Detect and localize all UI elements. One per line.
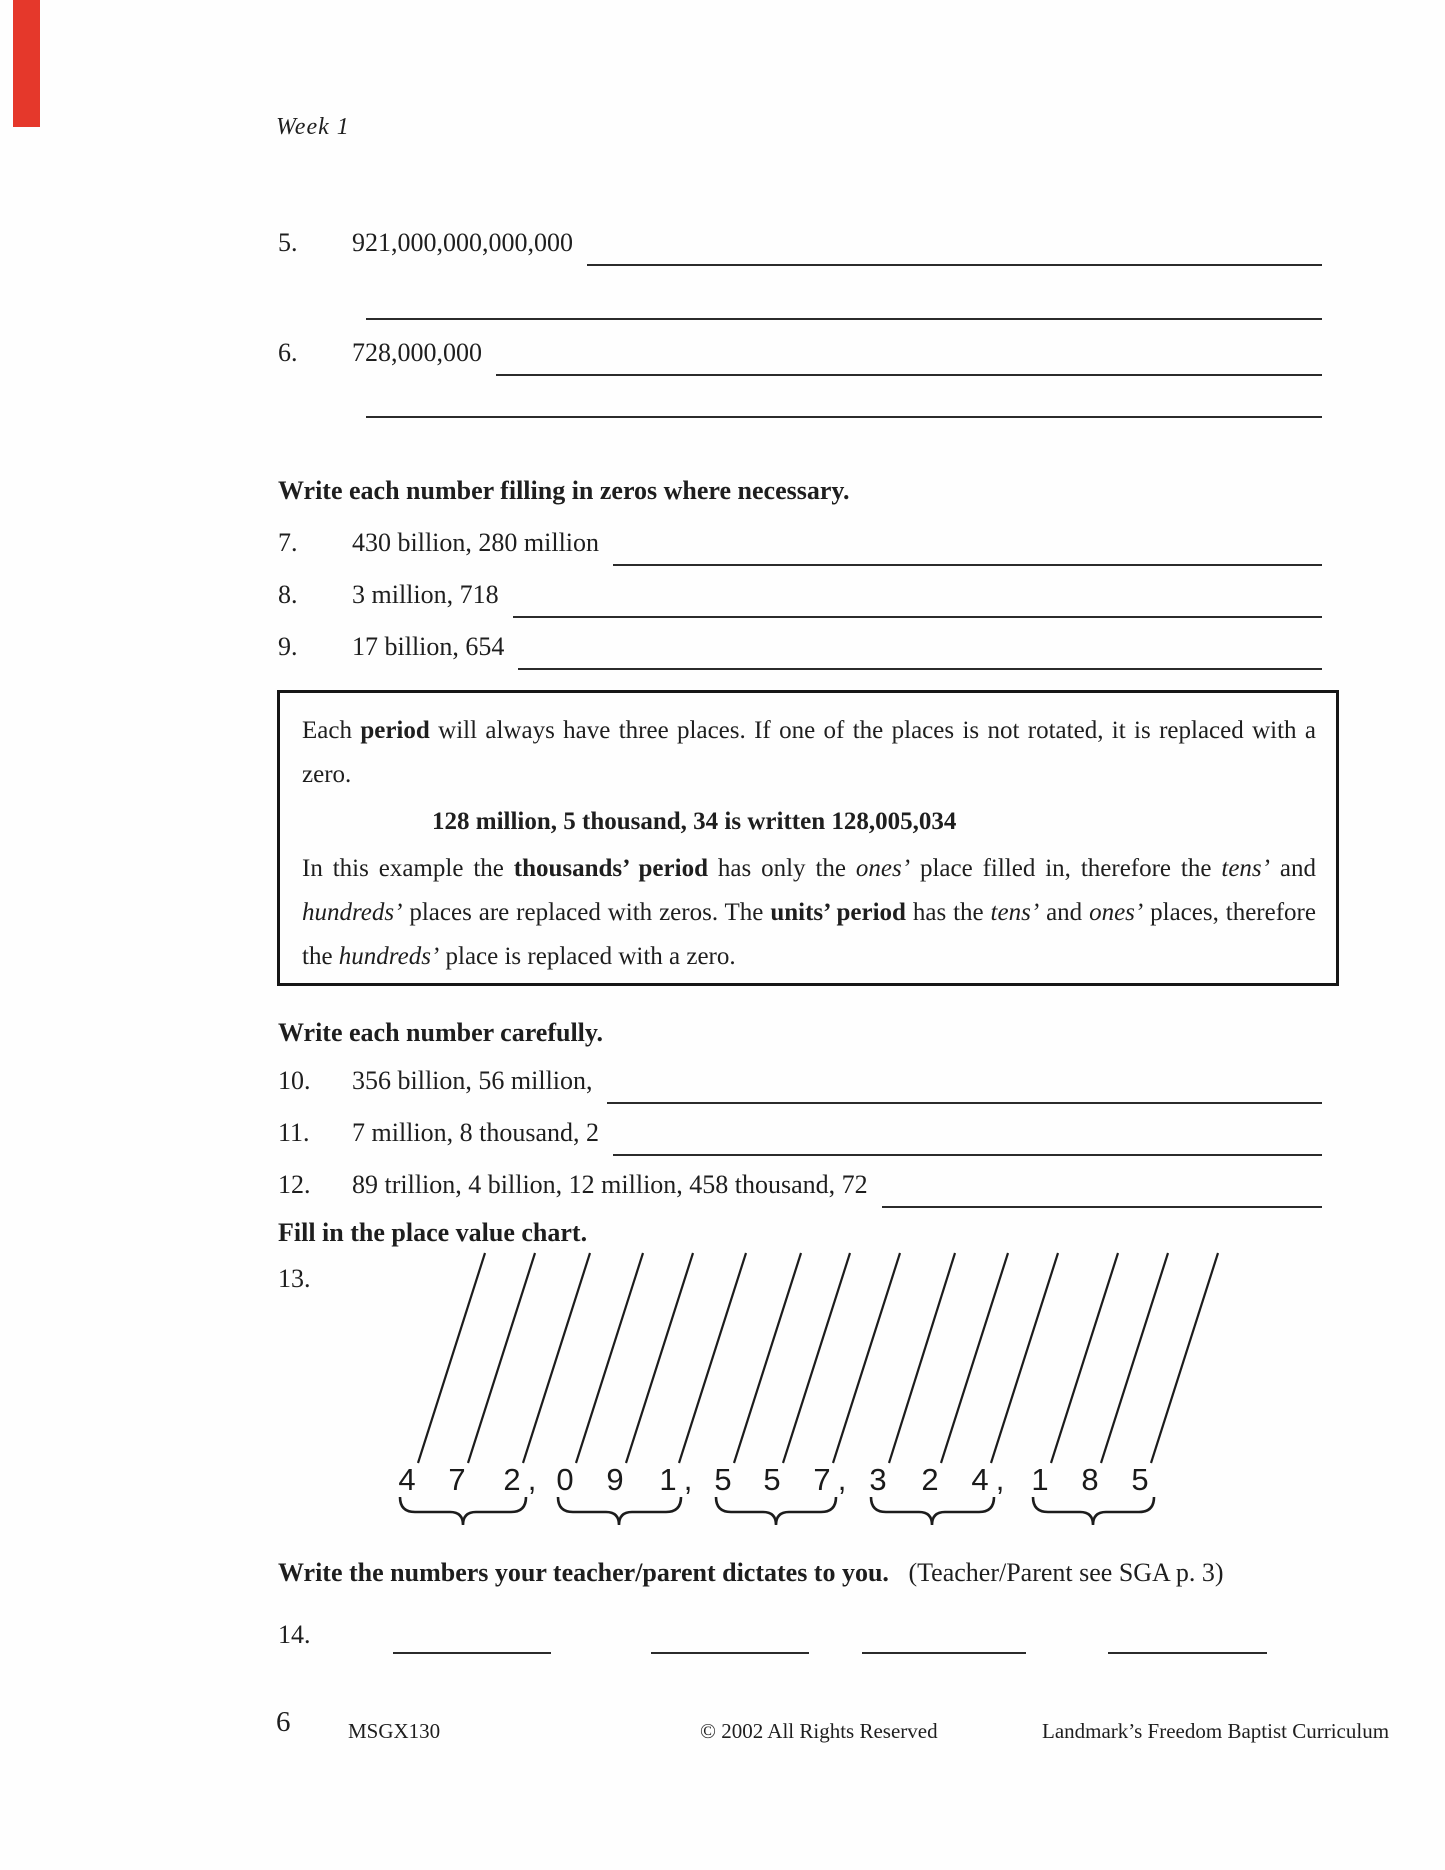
question-row-5 bbox=[278, 228, 1322, 270]
chart-comma: , bbox=[837, 1462, 847, 1497]
text-run: In this example the bbox=[302, 855, 514, 882]
question-row-6 bbox=[278, 338, 1322, 380]
answer-line bbox=[613, 528, 1322, 566]
question-text: 356 billion, 56 million, bbox=[352, 1066, 593, 1095]
text-run-bold: period bbox=[360, 717, 430, 744]
chart-digit: 5 bbox=[763, 1462, 781, 1497]
question-text: 89 trillion, 4 billion, 12 million, 458 thousand, 72 bbox=[352, 1170, 868, 1199]
answer-line bbox=[366, 416, 1322, 418]
text-run: places, therefore the bbox=[302, 899, 1316, 970]
question-row-7 bbox=[278, 528, 1322, 570]
footer-code: MSGX130 bbox=[348, 1719, 441, 1743]
answer-line bbox=[587, 228, 1322, 266]
text-run-bold: thousands’ period bbox=[513, 855, 708, 882]
red-edge-mark bbox=[13, 0, 40, 127]
question-row-8 bbox=[278, 580, 1322, 622]
text-run: and bbox=[1269, 855, 1316, 882]
chart-digit: 7 bbox=[448, 1462, 466, 1497]
chart-digit: 1 bbox=[1031, 1462, 1049, 1497]
question-row-12 bbox=[278, 1170, 1322, 1212]
chart-digit: 7 bbox=[813, 1462, 831, 1497]
text-run-italic: ones’ bbox=[855, 855, 911, 882]
footer-copyright: © 2002 All Rights Reserved bbox=[700, 1719, 938, 1743]
answer-line bbox=[513, 580, 1322, 618]
text-run-italic: tens’ bbox=[990, 899, 1040, 926]
text-run: Each bbox=[302, 717, 361, 744]
text-run-italic: hundreds’ bbox=[338, 943, 440, 970]
section-heading-place-value-chart: Fill in the place value chart. bbox=[278, 1218, 588, 1247]
dictation-note-text: (Teacher/Parent see SGA p. 3) bbox=[908, 1558, 1224, 1587]
answer-line bbox=[366, 318, 1322, 320]
footer-publisher: Landmark’s Freedom Baptist Curriculum bbox=[1042, 1719, 1390, 1743]
chart-digit: 5 bbox=[714, 1462, 732, 1497]
chart-comma: , bbox=[527, 1462, 537, 1497]
question-text: 430 billion, 280 million bbox=[352, 528, 600, 557]
chart-comma: , bbox=[683, 1462, 693, 1497]
chart-diagonal-lines bbox=[418, 1253, 1218, 1463]
question-number: 6. bbox=[278, 338, 298, 367]
explanation-paragraph-1 bbox=[302, 709, 1316, 797]
question-value: 728,000,000 bbox=[352, 338, 482, 367]
chart-underbraces bbox=[400, 1497, 1154, 1525]
question-number: 8. bbox=[278, 580, 298, 609]
question-text: 7 million, 8 thousand, 2 bbox=[352, 1118, 599, 1147]
chart-digit: 9 bbox=[606, 1462, 624, 1497]
text-run: place filled in, therefore the bbox=[910, 855, 1222, 882]
question-row-11 bbox=[278, 1118, 1322, 1160]
answer-line bbox=[607, 1066, 1322, 1104]
answer-line bbox=[393, 1652, 551, 1654]
chart-digit: 0 bbox=[556, 1462, 574, 1497]
text-run: has only the bbox=[707, 855, 856, 882]
answer-line bbox=[862, 1652, 1026, 1654]
question-number: 7. bbox=[278, 528, 298, 557]
answer-line bbox=[882, 1170, 1322, 1208]
footer-page-number: 6 bbox=[276, 1706, 291, 1738]
text-run: and bbox=[1039, 899, 1090, 926]
text-run: has the bbox=[905, 899, 991, 926]
section-heading-dictation bbox=[278, 1558, 1224, 1588]
chart-digit: 2 bbox=[921, 1462, 939, 1497]
question-text: 17 billion, 654 bbox=[352, 632, 505, 661]
chart-digits bbox=[398, 1462, 1148, 1497]
chart-digit: 8 bbox=[1081, 1462, 1099, 1497]
question-number: 5. bbox=[278, 228, 298, 257]
explanation-paragraph-2 bbox=[302, 847, 1316, 979]
chart-digit: 4 bbox=[971, 1462, 989, 1497]
week-label: Week 1 bbox=[276, 114, 350, 140]
chart-digit: 5 bbox=[1131, 1462, 1149, 1497]
place-value-chart bbox=[380, 1243, 1250, 1543]
text-run: places are replaced with zeros. The bbox=[402, 899, 771, 926]
section-heading-write-carefully: Write each number carefully. bbox=[278, 1018, 603, 1047]
question-text: 3 million, 718 bbox=[352, 580, 499, 609]
answer-line bbox=[518, 632, 1322, 670]
section-heading-fill-zeros: Write each number filling in zeros where necessary. bbox=[278, 476, 850, 505]
text-run: place is replaced with a zero. bbox=[439, 943, 736, 970]
text-run-italic: tens’ bbox=[1221, 855, 1270, 882]
chart-digit: 1 bbox=[659, 1462, 677, 1497]
question-number-14: 14. bbox=[278, 1620, 311, 1649]
question-number: 10. bbox=[278, 1066, 311, 1095]
question-number-13: 13. bbox=[278, 1264, 311, 1293]
chart-digit: 3 bbox=[869, 1462, 887, 1497]
question-number: 11. bbox=[278, 1118, 310, 1147]
text-run-bold: units’ period bbox=[770, 899, 906, 926]
dictation-heading-bold: Write the numbers your teacher/parent dictates to you. bbox=[278, 1558, 889, 1587]
question-value: 921,000,000,000,000 bbox=[352, 228, 573, 257]
answer-line bbox=[651, 1652, 809, 1654]
answer-line bbox=[496, 338, 1322, 376]
chart-comma: , bbox=[995, 1462, 1005, 1497]
text-run: will always have three places. If one of the places is not rotated, it is replaced with a zero. bbox=[302, 717, 1316, 788]
question-row-10 bbox=[278, 1066, 1322, 1108]
chart-digit: 2 bbox=[503, 1462, 521, 1497]
explanation-example: 128 million, 5 thousand, 34 is written 128,005,034 bbox=[432, 808, 957, 835]
answer-line bbox=[1108, 1652, 1267, 1654]
question-number: 12. bbox=[278, 1170, 311, 1199]
text-run-italic: hundreds’ bbox=[302, 899, 403, 926]
chart-digit: 4 bbox=[398, 1462, 416, 1497]
dictation-heading-note bbox=[895, 1558, 1223, 1587]
answer-line bbox=[613, 1118, 1322, 1156]
question-row-9 bbox=[278, 632, 1322, 674]
text-run-italic: ones’ bbox=[1089, 899, 1144, 926]
explanation-box bbox=[277, 690, 1339, 986]
question-number: 9. bbox=[278, 632, 298, 661]
